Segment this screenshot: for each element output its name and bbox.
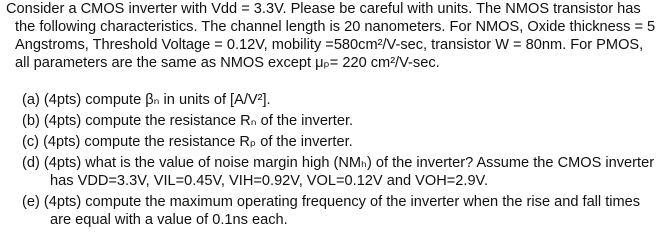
question-d bbox=[22, 154, 668, 190]
question-a-text: (a) (4pts) compute βₙ in units of [A/V²]. bbox=[22, 92, 271, 108]
question-c-text: (c) (4pts) compute the resistance Rₚ of the inverter. bbox=[22, 134, 353, 150]
question-b-text: (b) (4pts) compute the resistance Rₙ of the inverter. bbox=[22, 113, 354, 129]
intro-line-2: the following characteristics. The channel length is 20 nanometers. For NMOS, Oxide thickness = 5 bbox=[15, 19, 656, 35]
intro-line-1: Consider a CMOS inverter with Vdd = 3.3V. Please be careful with units. The NMOS transistor has bbox=[6, 1, 641, 17]
question-e-line-2: are equal with a value of 0.1ns each. bbox=[50, 212, 288, 228]
question-e-line-1: (e) (4pts) compute the maximum operating frequency of the inverter when the rise and fall times bbox=[22, 194, 641, 210]
intro-line-3: Angstroms, Threshold Voltage = 0.12V, mobility =580cm²/V-sec, transistor W = 80nm. For PMOS, bbox=[15, 37, 644, 53]
question-a bbox=[22, 91, 668, 109]
question-e bbox=[22, 193, 668, 229]
problem-intro bbox=[6, 0, 668, 72]
question-c bbox=[22, 133, 668, 151]
question-d-line-1: (d) (4pts) what is the value of noise margin high (NMₕ) of the inverter? Assume the CMOS inverter bbox=[22, 155, 655, 171]
question-d-line-2: has VDD=3.3V, VIL=0.45V, VIH=0.92V, VOL=0.12V and VOH=2.9V. bbox=[50, 173, 489, 189]
question-b bbox=[22, 112, 668, 130]
intro-line-4: all parameters are the same as NMOS except μₚ= 220 cm²/V-sec. bbox=[15, 55, 440, 71]
question-list bbox=[22, 91, 668, 229]
